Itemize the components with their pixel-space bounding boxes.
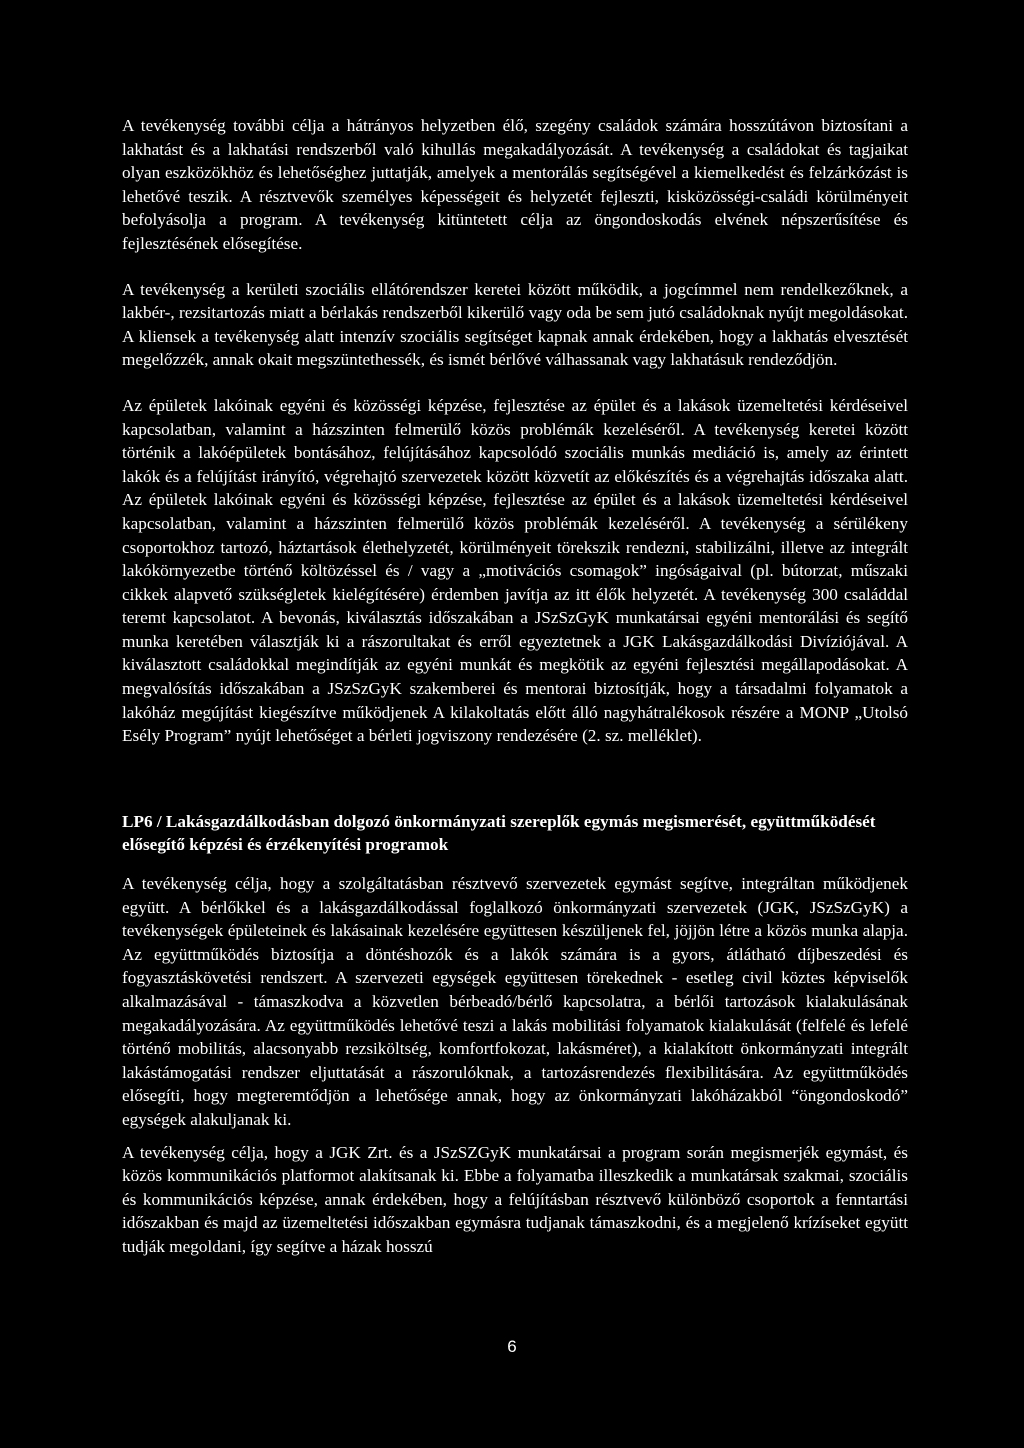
- section-heading-lp6: LP6 / Lakásgazdálkodásban dolgozó önkormányzati szereplők egymás megismerését, együttműködését elősegítő képzési és érzékenyítési programok: [122, 811, 876, 855]
- paragraph-intro-3: Az épületek lakóinak egyéni és közösségi képzése, fejlesztése az épület és a lakások üzemeltetési kérdéseivel kapcsolatban, valamint a házszinten felmerülő közös problémák kezeléséről. A tevékenység keretei között történik a lakóépületek bontásához, felújításához kapcsolódó szociális munkás mediáció is, amely az érintett lakók és a felújítást irányító, végrehajtó szervezetek között közvetít az előkészítés és a végrehajtás időszaka alatt. Az épületek lakóinak egyéni és közösségi képzése, fejlesztése az épület és a lakások üzemeltetési kérdéseivel kapcsolatban, valamint a házszinten felmerülő közös problémák kezeléséről. A tevékenység a sérülékeny csoportokhoz tartozó, háztartások élethelyzetét, körülményeit törekszik rendezni, stabilizálni, illetve az integrált lakókörnyezetbe történő költözéssel és / vagy a „motivációs csomagok” ingóságaival (pl. bútorzat, műszaki cikkek alapvető szükségletek kielégítésére) érdemben javítja az itt élők helyzetét. A tevékenység 300 családdal teremt kapcsolatot. A bevonás, kiválasztás időszakában a JSzSzGyK munkatársai egyéni mentorálási és segítő munka keretében választják ki a rászorultakat és erről egyeztetnek a JGK Lakásgazdálkodási Divíziójával. A kiválasztott családokkal megindítják az egyéni munkát és megkötik az egyéni fejlesztési megállapodásokat. A megvalósítás időszakában a JSzSzGyK szakemberei és mentorai biztosítják, hogy a társadalmi folyamatok a lakóház megújítást kiegészítve működjenek A kilakoltatás előtt álló nagyhátralékosok részére a MONP „Utolsó Esély Program” nyújt lehetőséget a bérleti jogviszony rendezésére (2. sz. melléklet).: [122, 395, 908, 746]
- document-page: [122, 114, 908, 1259]
- paragraph-section-1: A tevékenység célja, hogy a szolgáltatásban résztvevő szervezetek egymást segítve, integráltan működjenek együtt. A bérlőkkel és a lakásgazdálkodással foglalkozó önkormányzati szervezetek (JGK, JSzSzGyK) a tevékenységek épületeinek és lakásainak kezelésére együttesen készüljenek fel, jöjjön létre a közös munka alapja. Az együttműködés biztosítja a döntéshozók és a lakók számára is a gyors, átlátható díjbeszedési és fogyasztáskövetési rendszert. A szervezeti egységek együttesen törekednek - esetleg civil köztes képviselők alkalmazásával - támaszkodva a közvetlen bérbeadó/bérlő kapcsolatra, a bérlői tartozások kialakulásának megakadályozására. Az együttműködés lehetővé teszi a lakás mobilitási folyamatok kialakulását (felfelé és lefelé történő mobilitás, alacsonyabb rezsiköltség, komfortfokozat, lakásméret), a kialakított önkormányzati integrált lakástámogatási rendszer eljuttatását a rászorulóknak, a tartozásrendezés flexibilitására. Az együttműködés elősegíti, hogy megteremtődjön a lehetősége annak, hogy az önkormányzati lakóházakból “öngondoskodó” egységek alakuljanak ki.: [122, 874, 908, 1129]
- paragraph-intro-2: A tevékenység a kerületi szociális ellátórendszer keretei között működik, a jogcímmel nem rendelkezőknek, a lakbér-, rezsitartozás miatt a bérlakás rendszerből kikerülő vagy oda be sem jutó családoknak nyújt megoldásokat. A kliensek a tevékenység alatt intenzív szociális segítséget kapnak annak érdekében, hogy a lakhatás elvesztését megelőzzék, annak okait megszüntethessék, és ismét bérlővé válhassanak vagy lakhatásuk rendeződjön.: [122, 279, 908, 370]
- paragraph-section-2: A tevékenység célja, hogy a JGK Zrt. és a JSzSZGyK munkatársai a program során megismerjék egymást, és közös kommunikációs platformot alakítsanak ki. Ebbe a folyamatba illeszkedik a munkatársak szakmai, szociális és kommunikációs képzése, annak érdekében, hogy a felújításban résztvevő különböző csoportok a fenntartási időszakban és majd az üzemeltetési időszakban egymásra tudjanak támaszkodni, és a megjelenő krízíseket együtt tudják megoldani, így segítve a házak hosszú: [122, 1142, 908, 1256]
- page-number: 6: [507, 1337, 517, 1356]
- paragraph-intro-1: A tevékenység további célja a hátrányos helyzetben élő, szegény családok számára hosszútávon biztosítani a lakhatást és a lakhatási rendszerből való kihullás megakadályozását. A tevékenység a családokat és tagjaikat olyan eszközökhöz és lehetőséghez juttatják, amelyek a mentorálás segítségével a kiemelkedést és felzárkózást is lehetővé teszik. A résztvevők személyes képességeit és helyzetét fejleszti, kisközösségi-családi körülményeit befolyásolja a program. A tevékenység kitüntetett célja az öngondoskodás elvének népszerűsítése és fejlesztésének elősegítése.: [122, 116, 908, 253]
